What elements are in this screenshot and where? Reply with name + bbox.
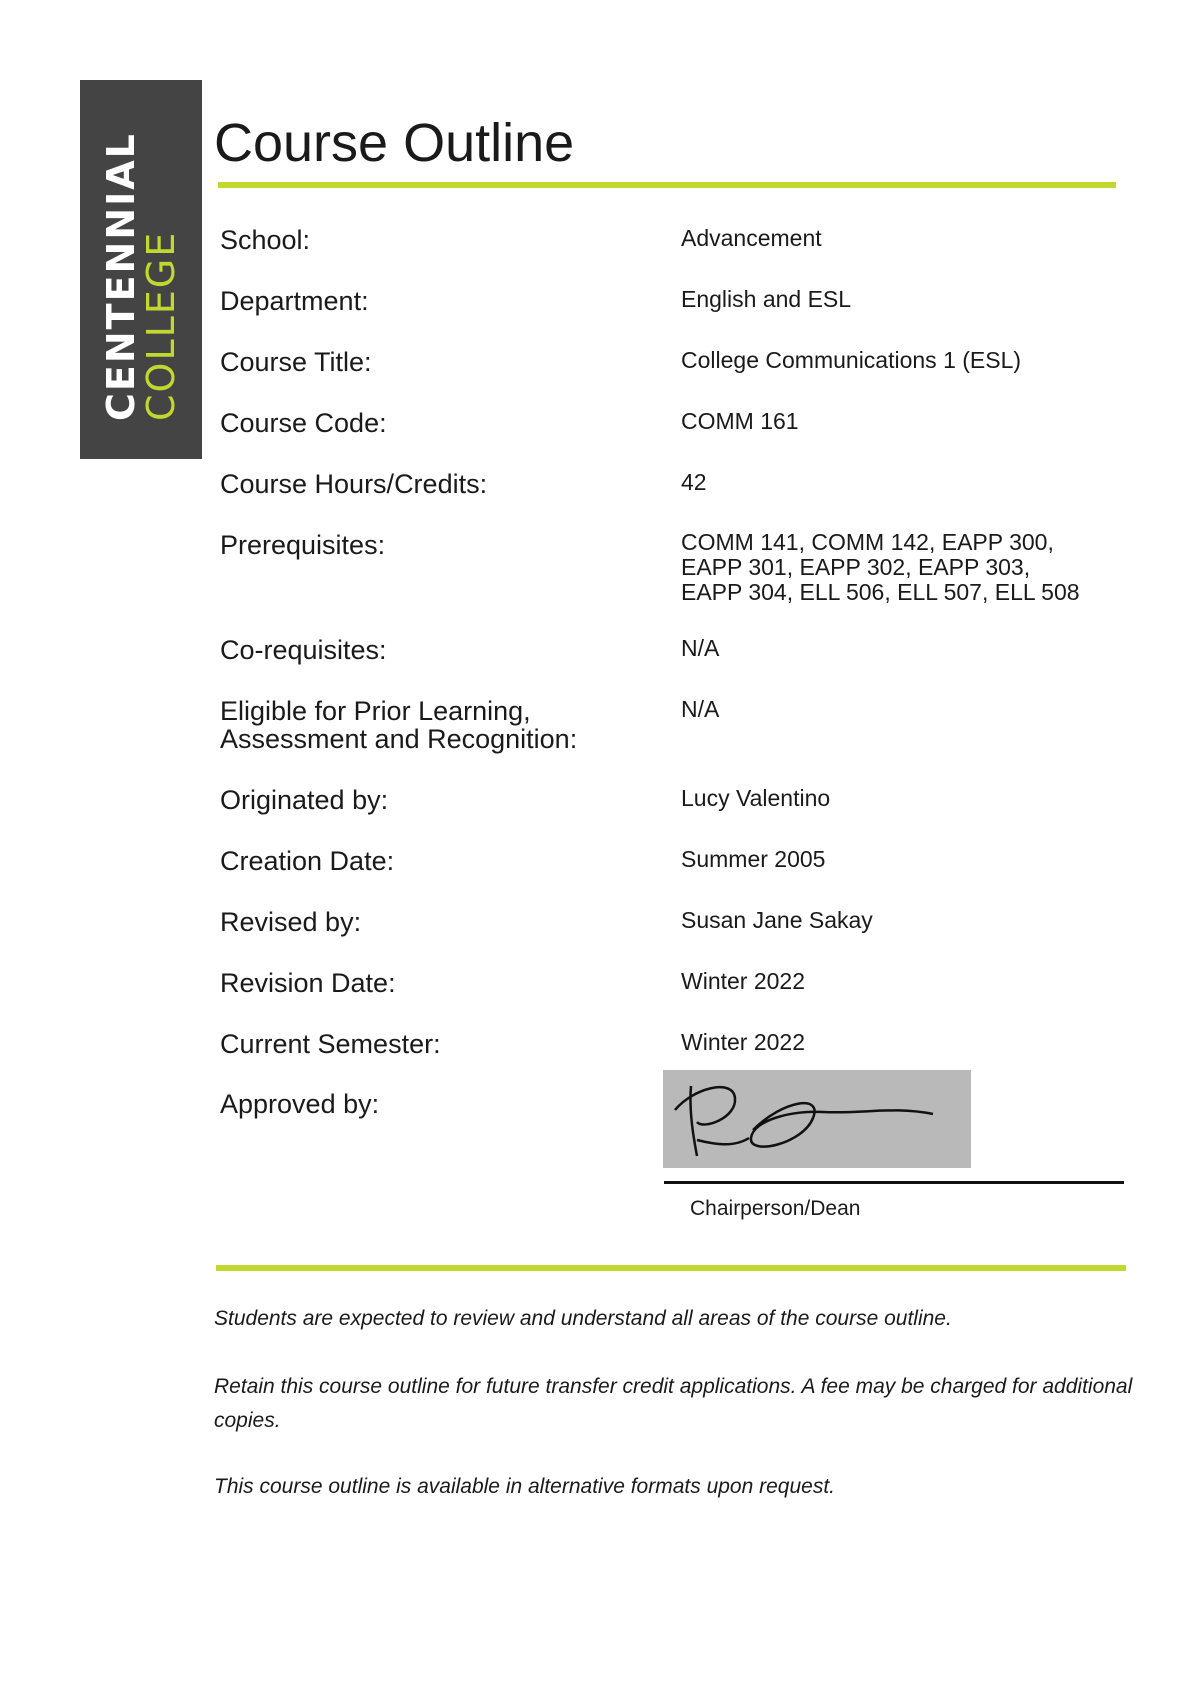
course-hours-label: Course Hours/Credits: [220, 469, 488, 499]
college-logo [80, 80, 202, 459]
plar-label [220, 697, 577, 753]
logo-line-college: COLLEGE [139, 230, 183, 421]
prerequisites-line: EAPP 304, ELL 506, ELL 507, ELL 508 [681, 579, 1080, 605]
course-title-label: Course Title: [220, 347, 372, 377]
course-code-value: COMM 161 [681, 408, 799, 434]
note-alternative-formats: This course outline is available in alternative formats upon request. [214, 1475, 835, 1498]
department-label: Department: [220, 286, 369, 316]
course-code-label: Course Code: [220, 408, 387, 438]
course-title-value: College Communications 1 (ESL) [681, 347, 1022, 373]
logo-line-centennial: CENTENNIAL [99, 132, 143, 421]
prerequisites-line: EAPP 301, EAPP 302, EAPP 303, [681, 554, 1031, 580]
logo-wordmark [80, 80, 202, 459]
footer-divider [216, 1265, 1126, 1271]
current-semester-value: Winter 2022 [681, 1029, 806, 1055]
revision-date-label: Revision Date: [220, 968, 396, 998]
signature-caption: Chairperson/Dean [690, 1197, 861, 1220]
corequisites-label: Co-requisites: [220, 635, 387, 665]
plar-label-line: Eligible for Prior Learning, [220, 696, 531, 726]
school-value: Advancement [681, 225, 822, 251]
course-hours-value: 42 [681, 469, 707, 495]
plar-label-line: Assessment and Recognition: [220, 724, 578, 754]
creation-date-value: Summer 2005 [681, 846, 826, 872]
revision-date-value: Winter 2022 [681, 968, 806, 994]
revised-by-value: Susan Jane Sakay [681, 907, 873, 933]
signature-image [663, 1070, 971, 1168]
note-retain: Retain this course outline for future transfer credit applications. A fee may be charged for additional copies. [214, 1375, 1133, 1432]
prerequisites-value [681, 530, 1080, 605]
title-divider [218, 182, 1116, 188]
signature-icon [663, 1070, 971, 1168]
note-review: Students are expected to review and understand all areas of the course outline. [214, 1307, 952, 1330]
originated-by-label: Originated by: [220, 785, 389, 815]
current-semester-label: Current Semester: [220, 1029, 441, 1059]
originated-by-value: Lucy Valentino [681, 785, 831, 811]
school-label: School: [220, 225, 311, 255]
approved-by-label: Approved by: [220, 1089, 380, 1119]
revised-by-label: Revised by: [220, 907, 362, 937]
prerequisites-line: COMM 141, COMM 142, EAPP 300, [681, 529, 1054, 555]
department-value: English and ESL [681, 286, 852, 312]
creation-date-label: Creation Date: [220, 846, 395, 876]
corequisites-value: N/A [681, 635, 720, 661]
page-title: Course Outline [214, 113, 575, 173]
prerequisites-label: Prerequisites: [220, 530, 386, 560]
plar-value: N/A [681, 696, 720, 722]
signature-line [664, 1181, 1124, 1184]
